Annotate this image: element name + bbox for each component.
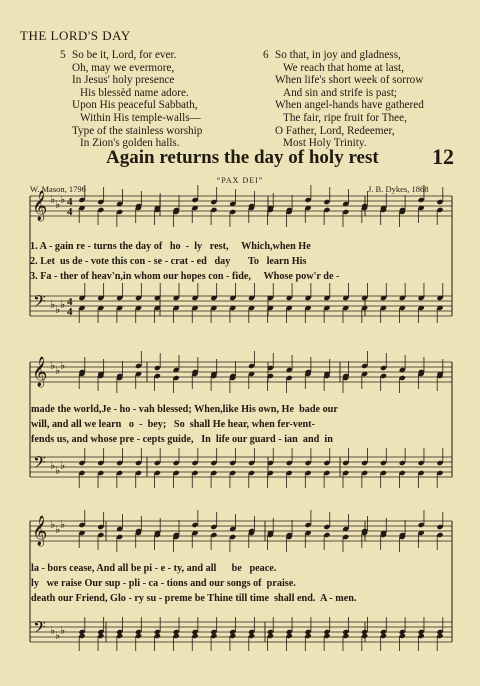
treble-clef-icon: 𝄞 <box>32 191 48 221</box>
stanza-line: O Father, Lord, Redeemer, <box>275 124 395 137</box>
bass-clef-icon: 𝄢 <box>33 291 46 315</box>
stanza-line: And sin and strife is past; <box>283 86 398 99</box>
lyric-line: 3. Fa - ther of heav'n,in whom our hopes con - fide, Whose pow'r de - <box>30 271 340 282</box>
lyric-line: made the world,Je - ho - vah blessed; When,like His own, He bade our <box>31 404 338 415</box>
stanza-line: When angel-hands have gathered <box>275 99 424 112</box>
flat-icon: ♭ <box>50 194 56 206</box>
stanza-line: In Zion's golden halls. <box>80 137 180 150</box>
stanza-text: So that, in joy and gladness, <box>275 49 401 61</box>
hymn-number: 12 <box>432 144 454 169</box>
composer-right: J. B. Dykes, 1868 <box>368 184 429 194</box>
flat-icon: ♭ <box>50 360 56 372</box>
stanza-line: The fair, ripe fruit for Thee, <box>283 111 407 124</box>
flat-icon: ♭ <box>50 519 56 531</box>
stanza-line: Oh, may we evermore, <box>72 61 175 74</box>
time-signature: 4 <box>67 306 73 318</box>
flat-icon: ♭ <box>55 304 61 316</box>
flat-icon: ♭ <box>60 460 66 472</box>
stanza-line: When life's short week of sorrow <box>275 74 424 87</box>
time-signature: 4 <box>67 296 73 308</box>
flat-icon: ♭ <box>55 524 61 536</box>
flat-icon: ♭ <box>60 519 66 531</box>
flat-icon: ♭ <box>50 460 56 472</box>
stanza-line: Type of the stainless worship <box>72 124 203 137</box>
flat-icon: ♭ <box>50 299 56 311</box>
flat-icon: ♭ <box>60 625 66 637</box>
hymn-title: Again returns the day of holy rest <box>106 147 379 168</box>
stanza-line: We reach that home at last, <box>283 61 404 74</box>
treble-clef-icon: 𝄞 <box>32 516 48 546</box>
tune-name: “PAX DEI” <box>216 176 264 185</box>
treble-clef-icon: 𝄞 <box>32 357 48 387</box>
lyric-line: 2. Let us de - vote this con - se - crat - ed day To learn His <box>30 256 307 267</box>
stanza-number: 6 <box>263 49 269 61</box>
stanza-line: Upon His peaceful Sabbath, <box>72 99 198 112</box>
lyric-line: will, and all we learn o - bey; So shall He hear, when fer-vent- <box>31 419 315 430</box>
stanza-line: Most Holy Trinity. <box>283 137 367 150</box>
lyric-line: la - bors cease, And all be pi - e - ty, and all be peace. <box>31 563 277 574</box>
stanza-line: Within His temple-walls— <box>80 111 201 124</box>
stanza-number: 5 <box>60 49 66 61</box>
lyric-line: death our Friend, Glo - ry su - preme be Thine till time shall end. A - men. <box>31 593 357 604</box>
flat-icon: ♭ <box>50 625 56 637</box>
time-signature: 4 <box>67 196 73 208</box>
stanza-line: His blessèd name adore. <box>80 86 189 99</box>
flat-icon: ♭ <box>55 365 61 377</box>
flat-icon: ♭ <box>55 465 61 477</box>
lyric-line: fends us, and whose pre - cepts guide, In life our guard - ian and in <box>31 434 333 445</box>
flat-icon: ♭ <box>60 194 66 206</box>
flat-icon: ♭ <box>60 299 66 311</box>
flat-icon: ♭ <box>60 360 66 372</box>
stanza-line: In Jesus' holy presence <box>72 74 175 87</box>
bass-clef-icon: 𝄢 <box>33 452 46 476</box>
lyric-line: 1. A - gain re - turns the day of ho - ly rest, Which,when He <box>30 241 311 252</box>
page-header: THE LORD'S DAY <box>20 28 131 43</box>
stanza-text: So be it, Lord, for ever. <box>72 49 177 61</box>
time-signature: 4 <box>67 206 73 218</box>
flat-icon: ♭ <box>55 630 61 642</box>
composer-left: W. Mason, 1796 <box>30 184 86 194</box>
flat-icon: ♭ <box>55 199 61 211</box>
bass-clef-icon: 𝄢 <box>33 617 46 641</box>
lyric-line: ly we raise Our sup - pli - ca - tions and our songs of praise. <box>31 578 296 589</box>
